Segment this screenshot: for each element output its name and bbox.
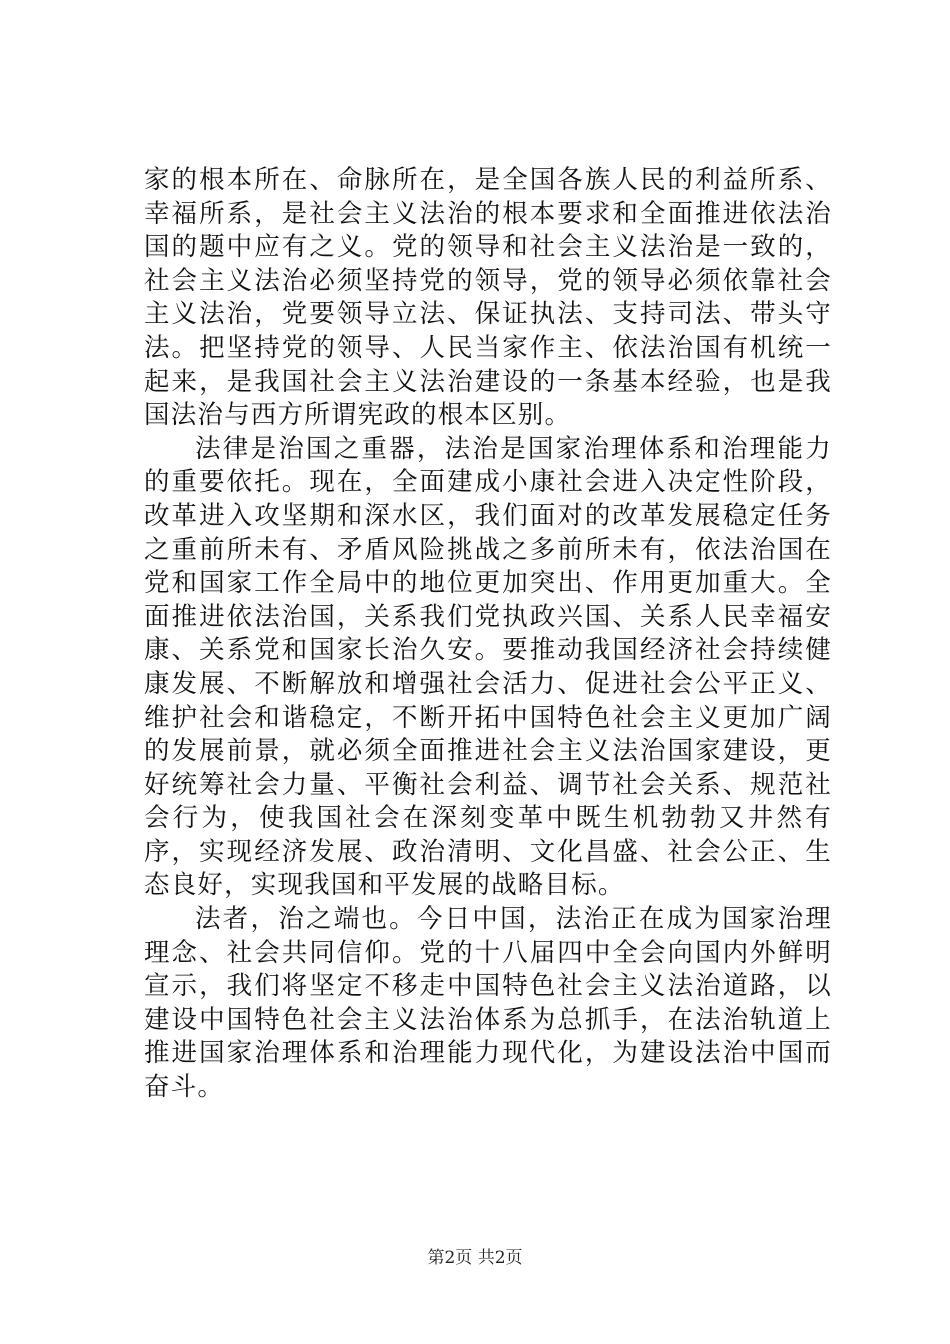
document-body <box>144 164 832 1105</box>
paragraph-rule-of-law-importance: 法律是治国之重器，法治是国家治理体系和治理能力的重要依托。现在，全面建成小康社会进入决定性阶段，改革进入攻坚期和深水区，我们面对的改革发展稳定任务之重前所未有、矛盾风险挑战之多前所未有，依法治国在党和国家工作全局中的地位更加突出、作用更加重大。全面推进依法治国，关系我们党执政兴国、关系人民幸福安康、关系党和国家长治久安。要推动我国经济社会持续健康发展、不断解放和增强社会活力、促进社会公平正义、维护社会和谐稳定，不断开拓中国特色社会主义更加广阔的发展前景，就必须全面推进社会主义法治国家建设，更好统筹社会力量、平衡社会利益、调节社会关系、规范社会行为，使我国社会在深刻变革中既生机勃勃又井然有序，实现经济发展、政治清明、文化昌盛、社会公正、生态良好，实现我国和平发展的战略目标。 <box>144 433 832 901</box>
paragraph-continued: 家的根本所在、命脉所在，是全国各族人民的利益所系、幸福所系，是社会主义法治的根本要求和全面推进依法治国的题中应有之义。党的领导和社会主义法治是一致的，社会主义法治必须坚持党的领导，党的领导必须依靠社会主义法治，党要领导立法、保证执法、支持司法、带头守法。把坚持党的领导、人民当家作主、依法治国有机统一起来，是我国社会主义法治建设的一条基本经验，也是我国法治与西方所谓宪政的根本区别。 <box>144 165 832 431</box>
paragraph-rule-of-law-china: 法者，治之端也。今日中国，法治正在成为国家治理理念、社会共同信仰。党的十八届四中全会向国内外鲜明宣示，我们将坚定不移走中国特色社会主义法治道路，以建设中国特色社会主义法治体系为总抓手，在法治轨道上推进国家治理体系和治理能力现代化，为建设法治中国而奋斗。 <box>144 904 832 1103</box>
page-footer: 第2页 共2页 <box>427 1248 523 1268</box>
